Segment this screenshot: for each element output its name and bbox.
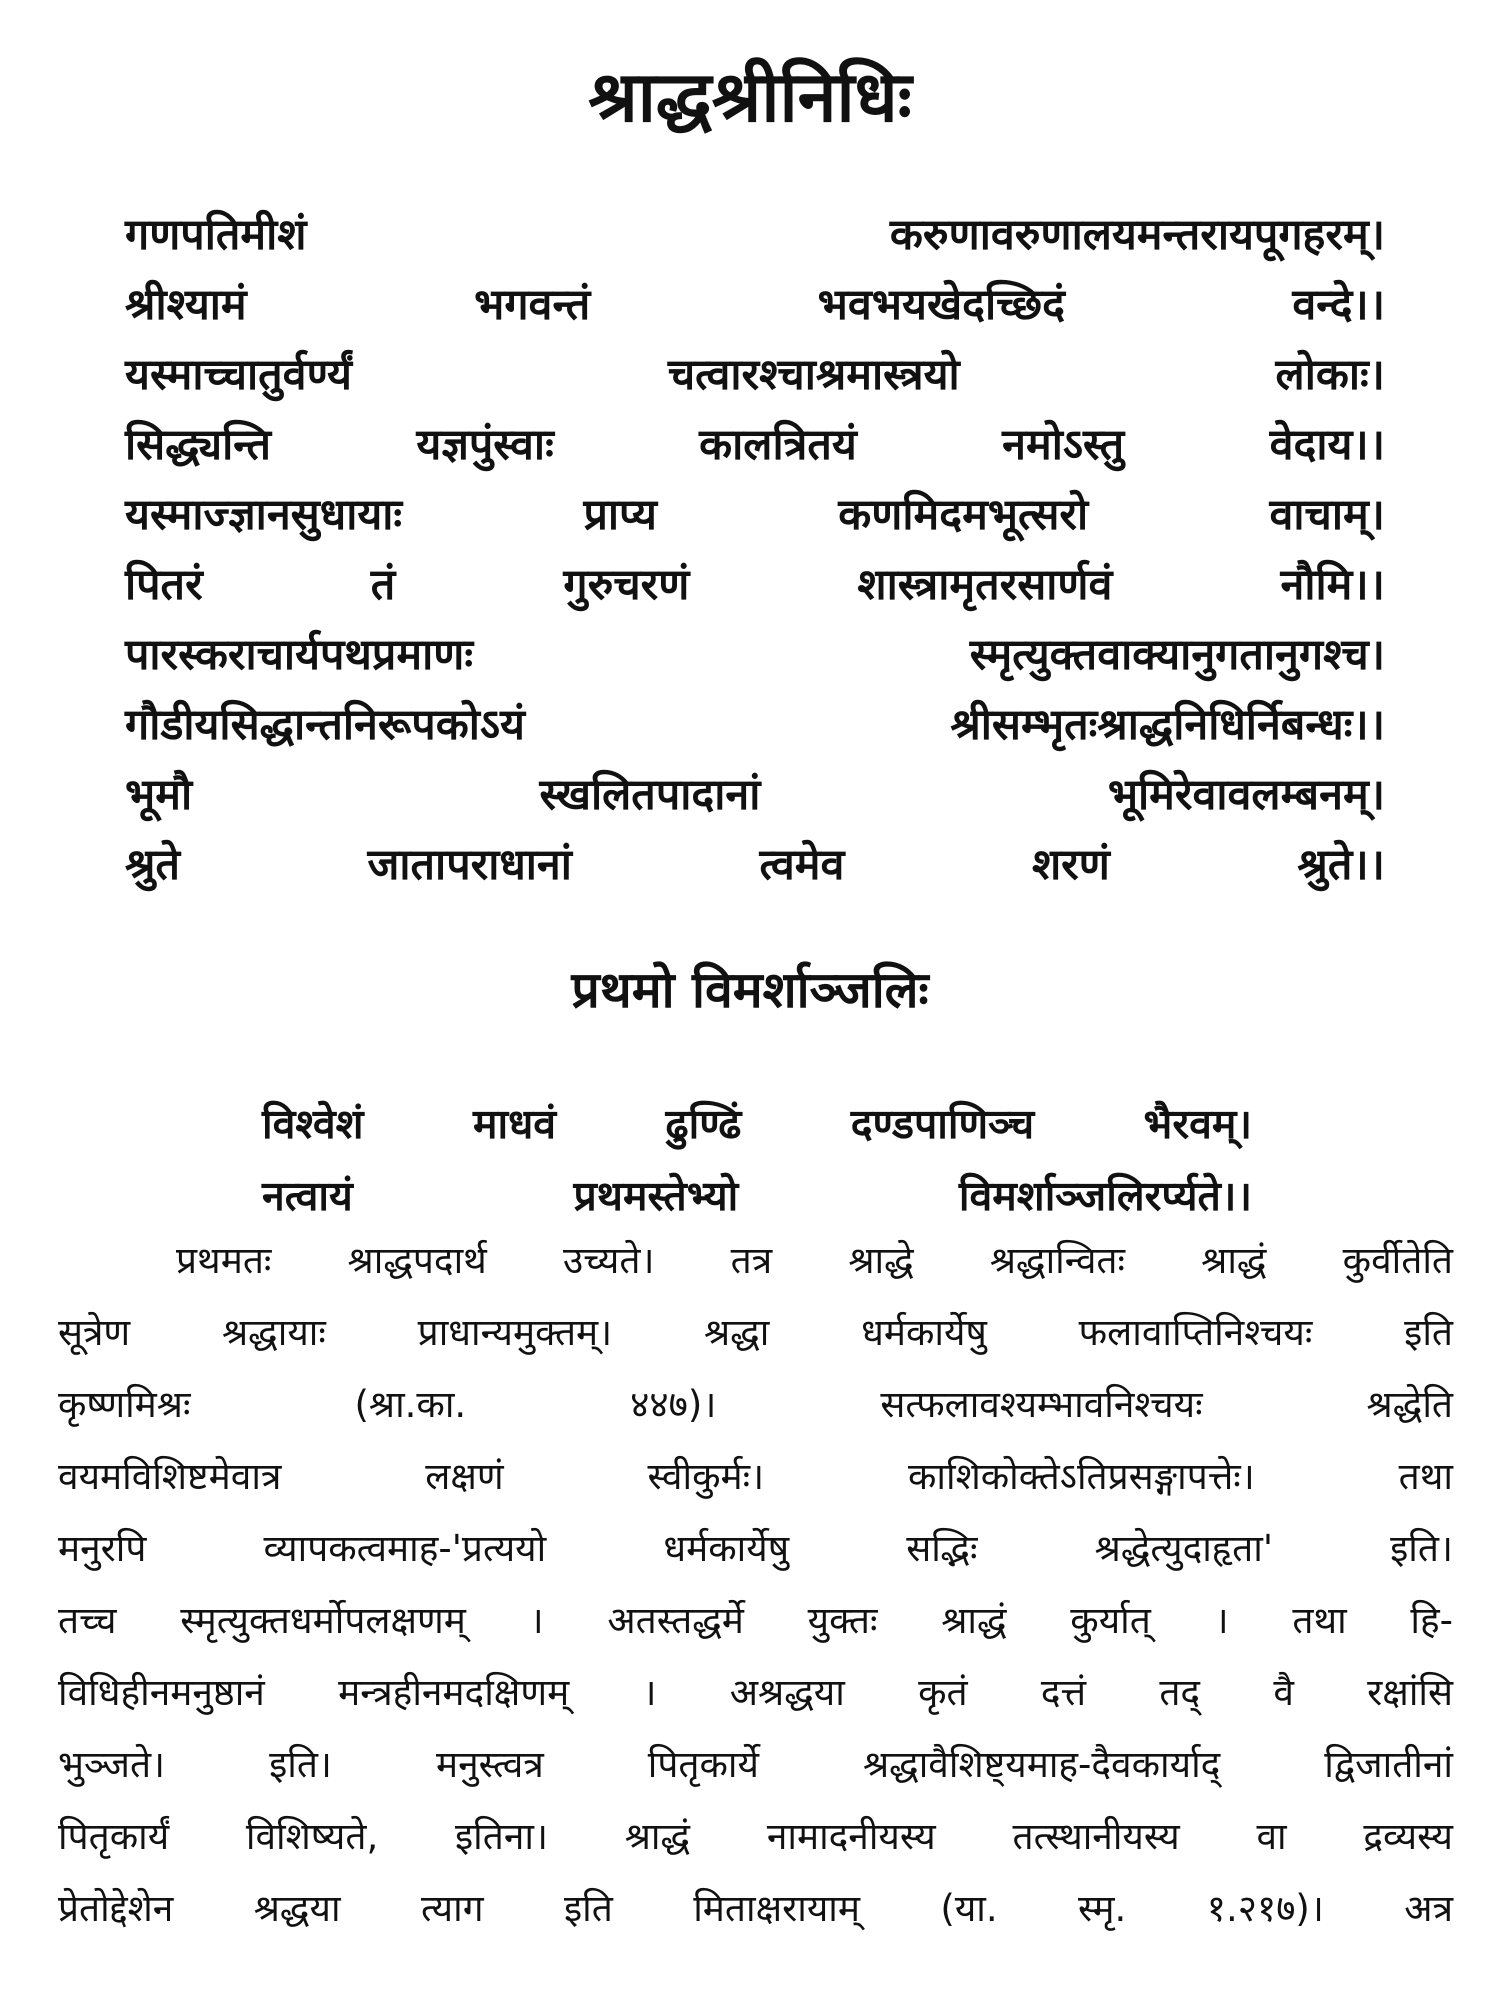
verse-line [125, 340, 1385, 410]
verse-word: शरणं [1031, 840, 1110, 890]
verse-word: जातापराधानां [367, 840, 572, 890]
verse-word: सिद्ध्यन्ति [125, 420, 271, 470]
verse-line [125, 830, 1385, 900]
verse-word: भैरवम्। [1143, 1100, 1252, 1148]
verse-word: भगवन्तं [474, 280, 591, 330]
verse-word: गुरुचरणं [563, 560, 690, 610]
verse-word: विश्वेशं [262, 1100, 364, 1148]
verse-word: वेदाय।। [1269, 420, 1385, 470]
verse-word: श्रुते।। [1297, 840, 1385, 890]
verse-line [125, 270, 1385, 340]
verse-word: गणपतिमीशं [125, 210, 307, 260]
verse-word: श्रीसम्भृतःश्राद्धनिधिर्निबन्धः।। [950, 700, 1385, 750]
verse-word: ढुण्ढिं [665, 1100, 742, 1148]
verse-line [125, 410, 1385, 480]
verse-word: प्रथमस्तेभ्यो [573, 1172, 739, 1220]
verse-word: श्रुते [125, 840, 180, 890]
verse-word: प्राप्य [583, 490, 657, 540]
verse-word: यस्माच्चातुर्वर्ण्यं [125, 350, 352, 400]
prose-line: कृष्णमिश्रः (श्रा.का. ४४७)। सत्फलावश्यम्भावनिश्चयः श्रद्धेति [58, 1383, 1453, 1426]
verse-line [125, 690, 1385, 760]
verse-line [125, 620, 1385, 690]
verse-word: भूमिरेवावलम्बनम्। [1107, 770, 1385, 820]
prose-line: प्रेतोद्देशेन श्रद्धया त्याग इति मिताक्षरायाम् (या. स्मृ. १.२१७)। अत्र [58, 1887, 1453, 1930]
prose-line: सूत्रेण श्रद्धायाः प्राधान्यमुक्तम्। श्रद्धा धर्मकार्येषु फलावाप्तिनिश्चयः इति [58, 1311, 1453, 1354]
verse-word: पारस्कराचार्यपथप्रमाणः [125, 630, 473, 680]
prose-line: वयमविशिष्टमेवात्र लक्षणं स्वीकुर्मः। काशिकोक्तेऽतिप्रसङ्गापत्तेः। तथा [58, 1455, 1453, 1498]
verse-word: नौमि।। [1280, 560, 1385, 610]
prose-line: प्रथमतः श्राद्धपदार्थ उच्यते। तत्र श्राद्धे श्रद्धान्वितः श्राद्धं कुर्वीतेति [176, 1239, 1453, 1282]
verse-word: यज्ञपुंस्वाः [416, 420, 554, 470]
verse-word: पितरं [125, 560, 203, 610]
verse-word: स्मृत्युक्तवाक्यानुगतानुगश्च। [969, 630, 1385, 680]
verse-line [125, 550, 1385, 620]
prose-paragraph [58, 1225, 1453, 1945]
prose-line: विधिहीनमनुष्ठानं मन्त्रहीनमदक्षिणम् । अश्रद्धया कृतं दत्तं तद् वै रक्षांसि [58, 1671, 1453, 1714]
prose-line: तच्च स्मृत्युक्तधर्मोपलक्षणम् । अतस्तद्धर्मे युक्तः श्राद्धं कुर्यात् । तथा हि- [58, 1599, 1453, 1642]
verse-word: गौडीयसिद्धान्तनिरूपकोऽयं [125, 700, 525, 750]
verse-word: नत्वायं [262, 1172, 353, 1220]
verse-line [125, 760, 1385, 830]
prose-line: मनुरपि व्यापकत्वमाह-'प्रत्ययो धर्मकार्येषु सद्भिः श्रद्धेत्युदाहृता' इति। [58, 1527, 1453, 1570]
verse-word: शास्त्रामृतरसार्णवं [857, 560, 1113, 610]
verse-line [125, 480, 1385, 550]
invocation-verse [262, 1088, 1252, 1232]
verse-line [262, 1160, 1252, 1232]
verse-word: स्खलितपादानां [539, 770, 761, 820]
verse-word: दण्डपाणिञ्च [850, 1100, 1035, 1148]
verse-word: कणमिदमभूत्सरो [838, 490, 1089, 540]
verse-word: भवभयखेदच्छिदं [817, 280, 1065, 330]
opening-verses [125, 200, 1385, 900]
verse-word: यस्माज्ज्ञानसुधायाः [125, 490, 403, 540]
prose-line: पितृकार्यं विशिष्यते, इतिना। श्राद्धं नामादनीयस्य तत्स्थानीयस्य वा द्रव्यस्य [58, 1815, 1453, 1858]
verse-word: विमर्शाञ्जलिरर्प्यते।। [958, 1172, 1252, 1220]
verse-line [262, 1088, 1252, 1160]
verse-word: कालत्रितयं [699, 420, 857, 470]
verse-word: वाचाम्। [1269, 490, 1385, 540]
verse-word: श्रीश्यामं [125, 280, 247, 330]
page-title: श्राद्धश्रीनिधिः [588, 56, 912, 138]
verse-word: माधवं [472, 1100, 557, 1148]
verse-word: तं [370, 560, 396, 610]
verse-word: भूमौ [125, 770, 193, 820]
verse-word: लोकाः। [1275, 350, 1385, 400]
verse-line [125, 200, 1385, 270]
section-heading: प्रथमो विमर्शाञ्जलिः [571, 961, 929, 1019]
verse-word: वन्दे।। [1292, 280, 1385, 330]
verse-word: करुणावरुणालयमन्तरायपूगहरम्। [889, 210, 1385, 260]
verse-word: त्वमेव [759, 840, 845, 890]
prose-line: भुञ्जते। इति। मनुस्त्वत्र पितृकार्ये श्रद्धावैशिष्ट्यमाह-दैवकार्याद् द्विजातीनां [58, 1743, 1453, 1786]
verse-word: नमोऽस्तु [1002, 420, 1125, 470]
verse-word: चत्वारश्चाश्रमास्त्रयो [667, 350, 960, 400]
